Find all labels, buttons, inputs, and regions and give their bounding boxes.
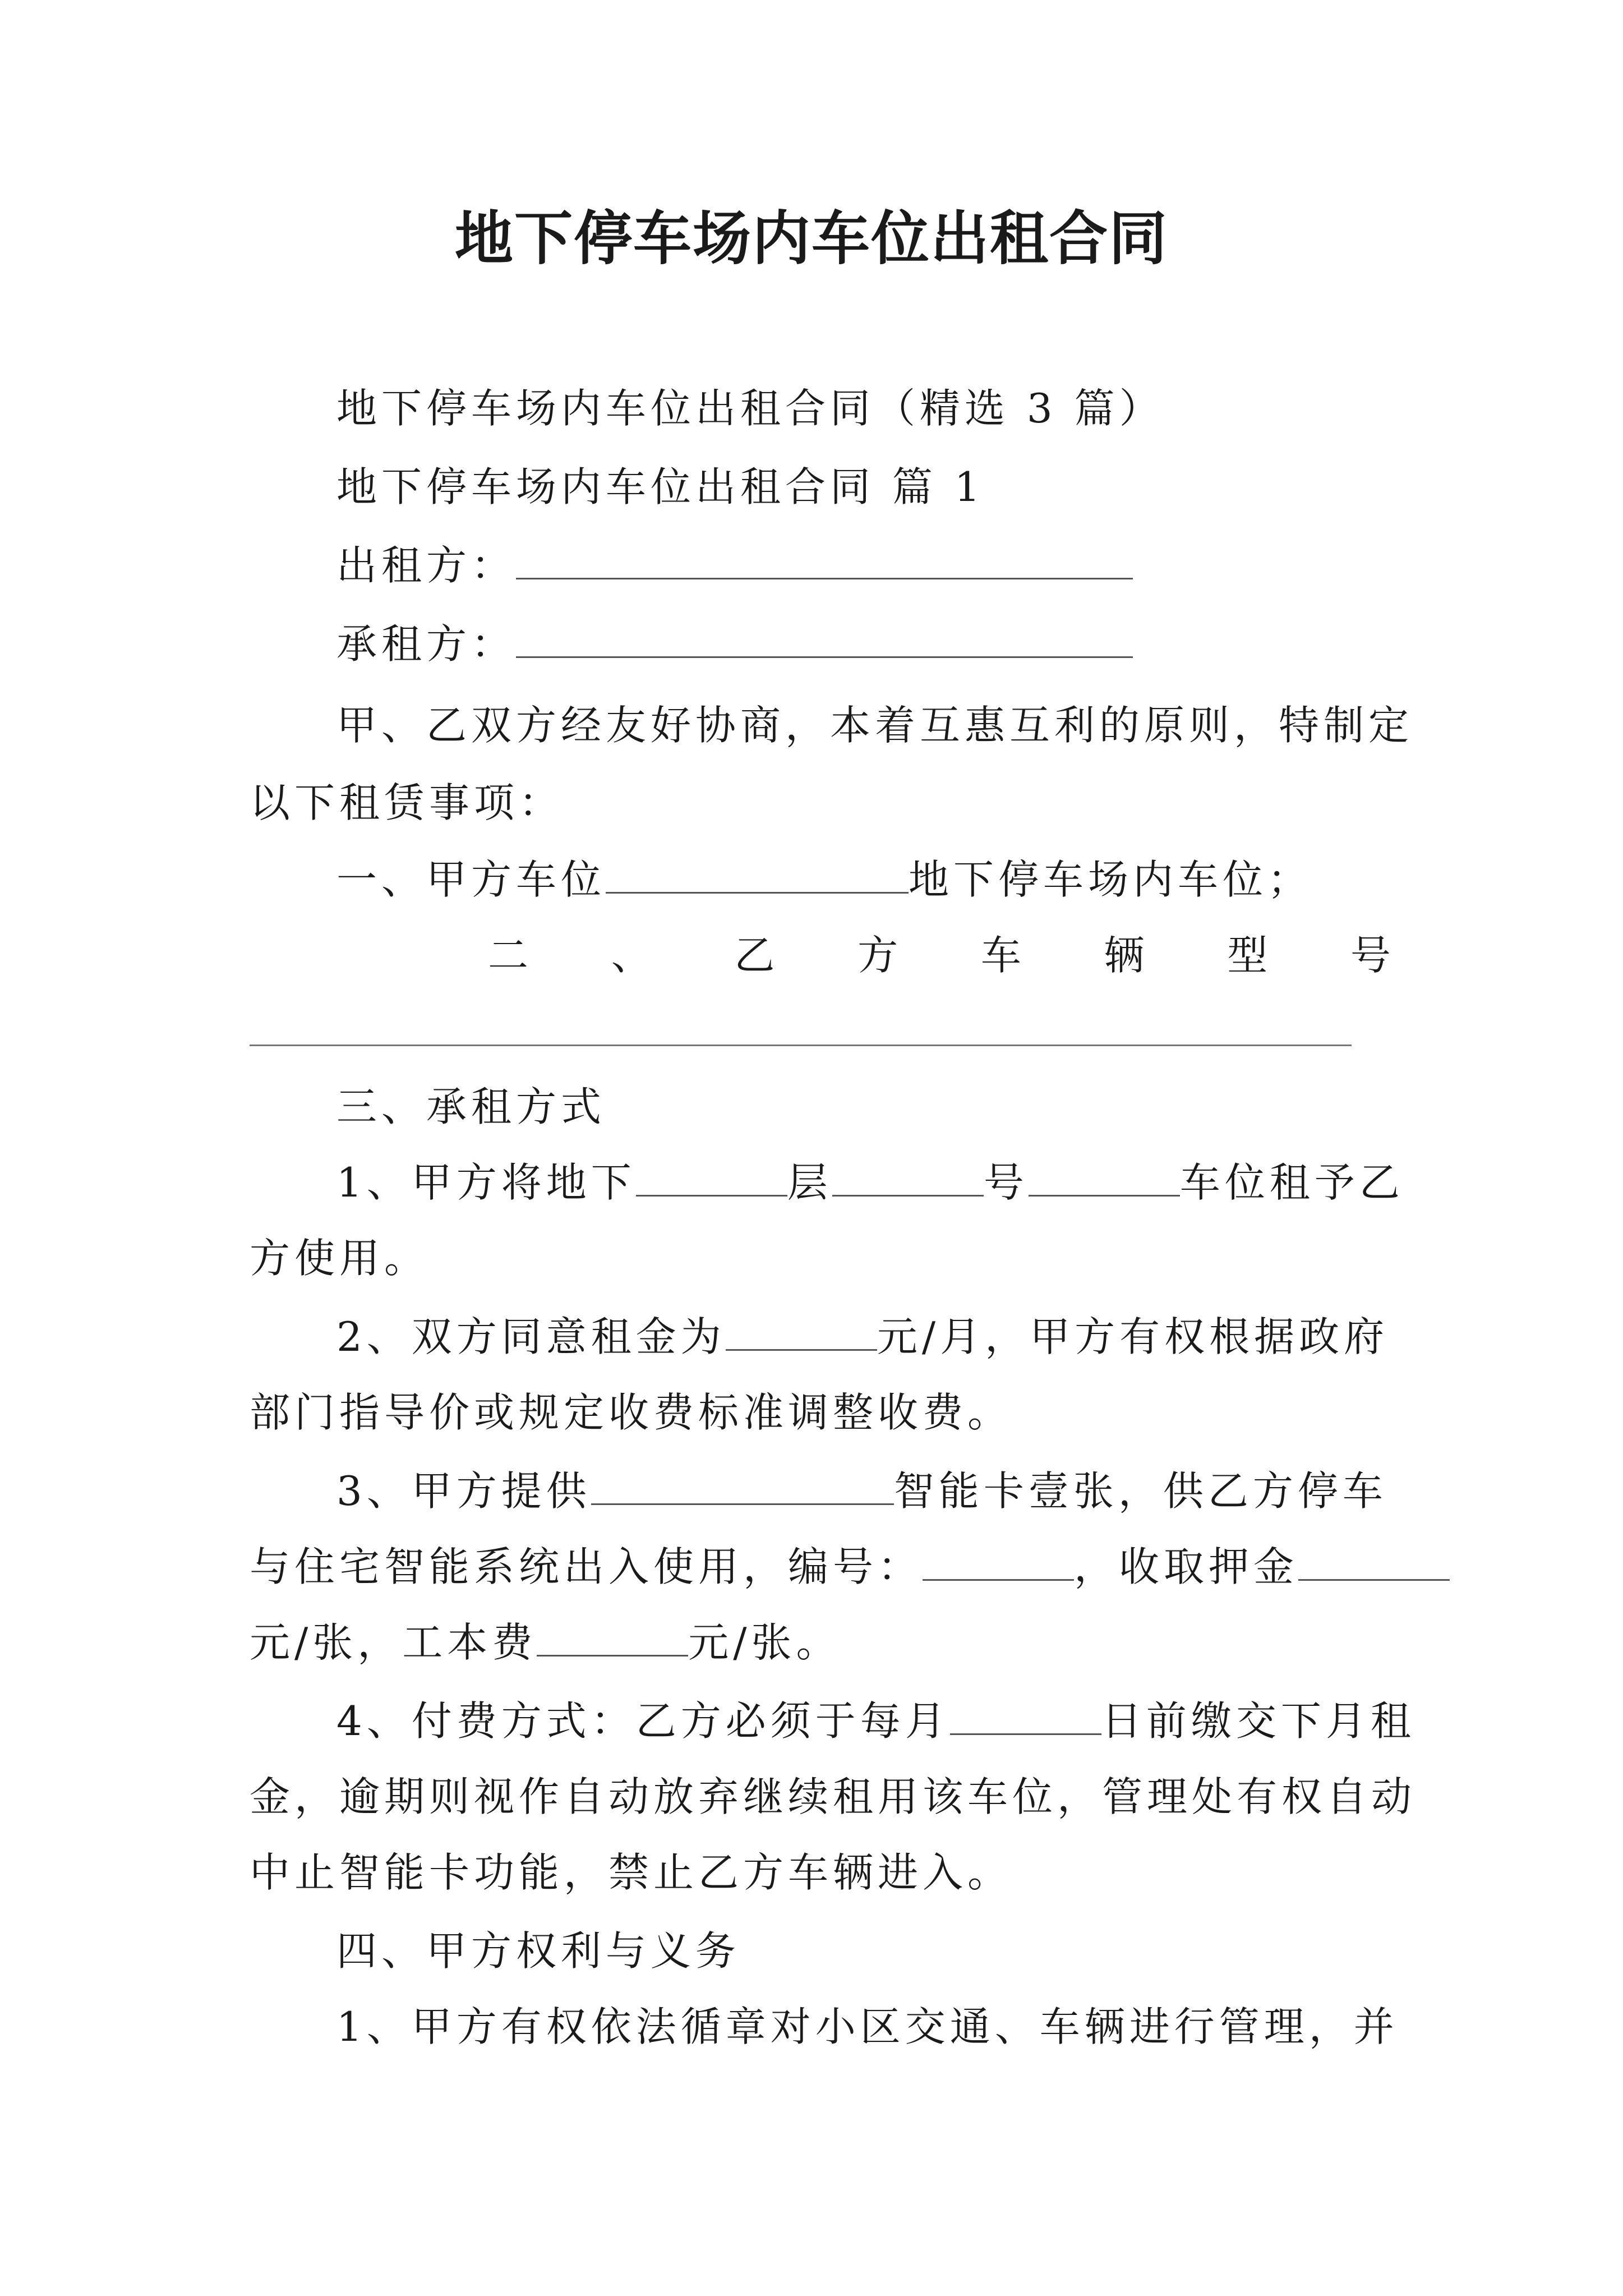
card-blank[interactable] — [591, 1466, 894, 1505]
floor-blank[interactable] — [636, 1158, 787, 1197]
item2-char: 型 — [1227, 932, 1268, 979]
number-blank[interactable] — [832, 1158, 984, 1197]
space-blank[interactable] — [1029, 1158, 1180, 1197]
lessor-blank[interactable] — [516, 541, 1133, 579]
deposit-blank[interactable] — [1298, 1542, 1450, 1581]
item1-blank[interactable] — [606, 855, 909, 894]
item2-char: 车 — [980, 932, 1021, 979]
document-title: 地下停车场内车位出租合同 — [454, 204, 1168, 273]
clause-3-3-usage: 与住宅智能系统出入使用，编号： — [250, 1543, 923, 1590]
clause-3-3-cont-2 — [250, 1616, 841, 1669]
clause-3-4-cont-1: 金，逾期则视作自动放弃继续租用该车位，管理处有权自动 — [250, 1773, 1417, 1820]
lessee-line — [336, 617, 1133, 671]
item1-suffix: 地下停车场内车位； — [909, 856, 1313, 903]
clause-3-3-text: 3、甲方提供 — [336, 1467, 591, 1515]
item2-char: 号 — [1350, 932, 1391, 979]
clause-3-2-line — [336, 1310, 1389, 1364]
rent-blank[interactable] — [726, 1312, 877, 1351]
clause-3-3-suffix: 智能卡壹张，供乙方停车 — [893, 1467, 1387, 1515]
fee-label: 元/张，工本费 — [250, 1619, 537, 1666]
clause-3-2-text: 2、双方同意租金为 — [336, 1313, 726, 1360]
clause-3-2-cont: 部门指导价或规定收费标准调整收费。 — [250, 1389, 1013, 1436]
clause-3-2-suffix: 元/月，甲方有权根据政府 — [877, 1313, 1389, 1360]
payment-day-blank[interactable] — [950, 1696, 1101, 1735]
item2-blank-line[interactable] — [250, 1045, 1352, 1046]
clause-3-1-text: 1、甲方将地下 — [336, 1159, 636, 1206]
subtitle: 地下停车场内车位出租合同（精选 3 篇） — [336, 385, 1164, 432]
number-label: 号 — [983, 1159, 1029, 1206]
item4-heading: 四、甲方权利与义务 — [336, 1927, 741, 1975]
item2-line — [488, 928, 1391, 982]
lessor-line — [336, 539, 1133, 592]
lessee-blank[interactable] — [516, 619, 1133, 658]
card-number-blank[interactable] — [923, 1542, 1074, 1581]
clause-4-1-line: 1、甲方有权依法循章对小区交通、车辆进行管理，并 — [336, 2003, 1399, 2050]
item2-char: 二 — [488, 932, 529, 979]
clause-3-3-line — [336, 1464, 1387, 1518]
section-heading: 地下停车场内车位出租合同 篇 1 — [336, 463, 985, 510]
clause-3-1-suffix: 车位租予乙 — [1179, 1159, 1404, 1206]
lessor-label: 出租方： — [336, 542, 517, 589]
item2-char: 乙 — [734, 932, 775, 979]
clause-3-4-cont-2: 中止智能卡功能，禁止乙方车辆进入。 — [250, 1849, 1013, 1896]
item2-char: 、 — [611, 932, 652, 979]
deposit-label: ，收取押金 — [1074, 1543, 1299, 1590]
fee-blank[interactable] — [537, 1618, 688, 1657]
clause-3-4-suffix: 日前缴交下月租 — [1101, 1697, 1415, 1745]
clause-3-3-cont-1 — [250, 1540, 1450, 1594]
clause-3-1-cont: 方使用。 — [250, 1235, 430, 1282]
intro-line-1: 甲、乙双方经友好协商，本着互惠互利的原则，特制定 — [336, 702, 1414, 749]
lessee-label: 承租方： — [336, 620, 517, 668]
clause-3-4-text: 4、付费方式：乙方必须于每月 — [336, 1697, 950, 1745]
item2-char: 方 — [857, 932, 898, 979]
item1-label: 一、甲方车位 — [336, 856, 606, 903]
item2-char: 辆 — [1104, 932, 1145, 979]
item1-line — [336, 853, 1312, 907]
floor-label: 层 — [787, 1159, 832, 1206]
item3-heading: 三、承租方式 — [336, 1083, 606, 1130]
clause-3-1-line — [336, 1156, 1404, 1209]
fee-suffix: 元/张。 — [688, 1619, 841, 1666]
clause-3-4-line — [336, 1694, 1415, 1748]
intro-line-2: 以下租赁事项： — [250, 779, 564, 826]
